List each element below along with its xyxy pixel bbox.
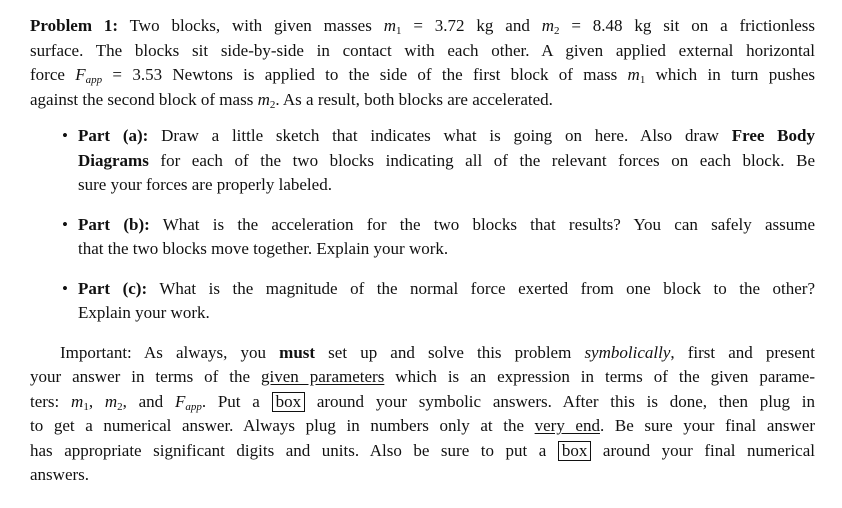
part-b-line-2: that the two blocks move together. Explain your work. [78,239,449,258]
important-text: your answer in terms of the [30,367,262,386]
part-a-text: for each of the two blocks indicating all of the relevant forces on each block. Be [148,150,815,170]
bullet-icon: • [62,126,68,145]
boxed-word: box [272,392,306,412]
important-line-4 [30,414,815,439]
m2-symbol: m [104,391,118,411]
part-c-item [30,277,815,326]
bullet-icon: • [62,214,68,234]
important-note [30,341,815,488]
important-text: , first and present [670,342,815,362]
important-text: ters: [30,391,72,411]
part-a-line-1 [78,124,815,149]
part-a-line-3: sure your forces are properly labeled. [78,175,332,194]
m1-value: = 3.72 kg and [401,16,542,35]
fapp-subscript: app [85,74,103,86]
part-a-item [30,124,815,198]
m1-subscript: 1 [639,74,646,86]
symbolically-emphasis: symbolically [584,342,671,362]
m2-subscript: 2 [269,98,276,111]
important-text: , [88,391,105,411]
part-c-line-2: Explain your work. [78,303,210,322]
m2-symbol: m [541,16,554,35]
part-c-text: What is the magnitude of the normal force exerted from one block to the other? [147,278,816,298]
part-b-item [30,213,815,262]
problem-statement [30,14,815,112]
important-line-1 [30,341,815,366]
part-a-text: Draw a little sketch that indicates what is going on here. Also draw [148,126,732,145]
important-text: . Be sure your final answer [599,416,815,435]
important-line-3 [30,390,815,415]
problem-text: force [30,65,76,84]
problem-line-3 [30,63,815,88]
parts-list [30,124,815,326]
fapp-value: = 3.53 Newtons is applied to the side of the first block of mass [102,65,628,84]
part-c-line-1 [78,277,815,302]
important-line-5 [30,439,815,464]
m2-subscript: 2 [117,400,123,413]
problem-text: against the second block of mass [30,89,258,109]
bullet-icon: • [62,278,68,298]
problem-line-4 [30,88,815,113]
important-text: around your final numerical [591,440,815,460]
m2-symbol: m [257,89,270,109]
m1-symbol: m [383,16,396,35]
m1-symbol: m [627,65,640,84]
problem-line-2: surface. The blocks sit side-by-side in contact with each other. A given applied external horizontal [30,40,815,60]
problem-text: . As a result, both blocks are accelerated. [275,89,553,109]
problem-line-1 [30,14,815,39]
m2-value: = 8.48 kg sit on a frictionless [559,16,816,35]
important-text: Important: As always, you [60,342,280,362]
must-emphasis: must [279,342,316,362]
important-text: around your symbolic answers. After this is done, then plug in [305,391,815,411]
part-c-label: Part (c): [78,278,148,298]
m1-subscript: 1 [395,25,402,37]
part-a-line-2 [78,149,815,174]
part-b-text: What is the acceleration for the two blocks that results? You can safely assume [149,214,815,234]
part-a-bold: Diagrams [78,150,149,170]
important-line-2 [30,365,815,390]
very-end-underline: very end [534,416,600,435]
m1-subscript: 1 [83,400,89,413]
m1-symbol: m [71,391,84,411]
problem-page [30,14,815,488]
part-b-line-1 [78,213,815,238]
important-line-6: answers. [30,465,90,484]
fapp-subscript: app [185,400,202,413]
important-text: has appropriate significant digits and units. Also be sure to put a [30,440,558,460]
important-text: set up and solve this problem [315,342,585,362]
important-text: to get a numerical answer. Always plug in numbers only at the [30,416,535,435]
problem-text: Two blocks, with given masses [129,16,384,35]
important-text: . Put a [201,391,272,411]
fapp-symbol: F [75,65,86,84]
given-parameters-underline: given parameters [261,367,385,386]
part-b-label: Part (b): [78,214,150,234]
fapp-symbol: F [174,391,186,411]
important-text: which is an expression in terms of the given parame- [384,367,816,386]
problem-label: Problem 1: [30,16,119,35]
m2-subscript: 2 [553,25,560,37]
problem-text: which in turn pushes [645,65,815,84]
part-a-label: Part (a): [78,126,149,145]
important-text: , and [122,391,175,411]
boxed-word: box [558,441,592,461]
part-a-bold: Free Body [731,126,815,145]
